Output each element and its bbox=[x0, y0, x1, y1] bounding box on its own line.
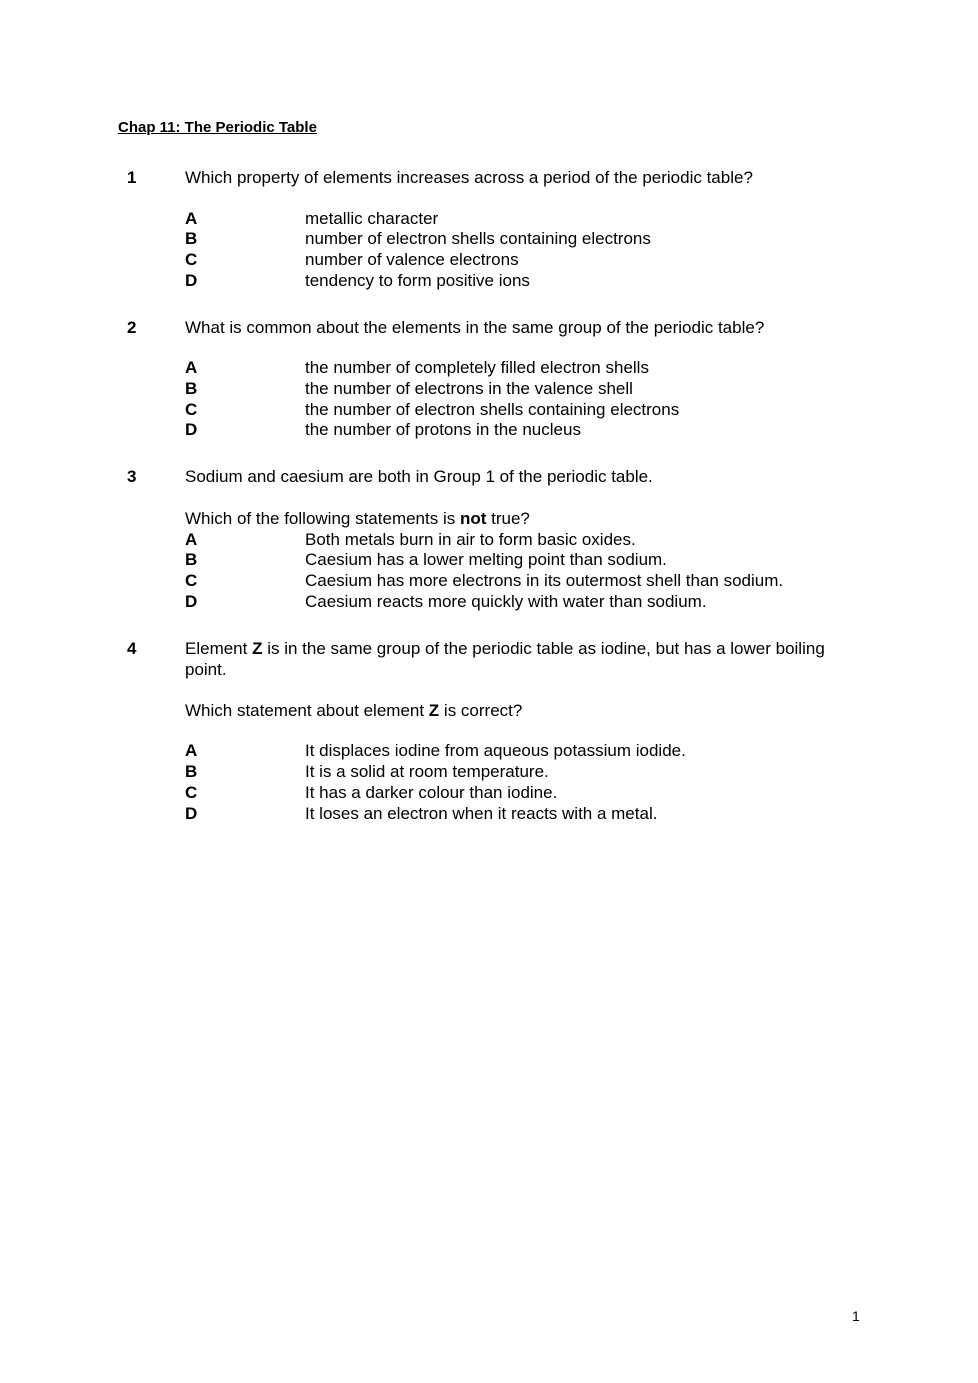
question-4-stem-start: Element bbox=[185, 639, 253, 658]
question-3-prompt-start: Which of the following statements is bbox=[185, 509, 460, 528]
question-1-option-a-text: metallic character bbox=[305, 209, 439, 228]
question-1-option-b-text: number of electron shells containing electrons bbox=[305, 229, 651, 248]
question-3-prompt-emphasis: not bbox=[459, 509, 487, 528]
question-1-option-b-letter: B bbox=[185, 229, 198, 248]
question-2-option-d-letter: D bbox=[185, 420, 198, 439]
question-4-option-b-text: It is a solid at room temperature. bbox=[305, 762, 549, 781]
question-4-option-a-text: It displaces iodine from aqueous potassium iodide. bbox=[305, 741, 686, 760]
question-4-option-a-letter: A bbox=[185, 741, 198, 760]
question-3-prompt bbox=[185, 508, 825, 529]
question-4-option-c-letter: C bbox=[185, 783, 198, 802]
question-2-option-d-text: the number of protons in the nucleus bbox=[305, 420, 581, 439]
page-title: Chap 11: The Periodic Table bbox=[118, 119, 317, 136]
question-4-prompt-end: is correct? bbox=[439, 701, 523, 720]
question-3-option-a-letter: A bbox=[185, 530, 198, 549]
question-2-option-b-text: the number of electrons in the valence shell bbox=[305, 379, 633, 398]
question-2-option-a-text: the number of completely filled electron shells bbox=[305, 358, 649, 377]
question-3-stem: Sodium and caesium are both in Group 1 of the periodic table. bbox=[185, 467, 653, 486]
question-3-prompt-end: true? bbox=[486, 509, 530, 528]
question-3-option-b-text: Caesium has a lower melting point than sodium. bbox=[305, 550, 667, 569]
question-2-option-b-letter: B bbox=[185, 379, 198, 398]
question-3-option-c-letter: C bbox=[185, 571, 198, 590]
question-4-prompt-start: Which statement about element bbox=[185, 701, 429, 720]
question-1-option-c-letter: C bbox=[185, 250, 198, 269]
question-4-number: 4 bbox=[127, 639, 137, 658]
question-4-option-d-text: It loses an electron when it reacts with a metal. bbox=[305, 804, 658, 823]
question-4-prompt bbox=[185, 700, 825, 721]
question-4-stem bbox=[185, 638, 825, 680]
question-4-prompt-emphasis: Z bbox=[428, 701, 440, 720]
question-2-option-c-letter: C bbox=[185, 400, 198, 419]
question-1-option-d-text: tendency to form positive ions bbox=[305, 271, 530, 290]
page-number: 1 bbox=[852, 1308, 860, 1324]
question-1-option-a-letter: A bbox=[185, 209, 198, 228]
question-2-option-a-letter: A bbox=[185, 358, 198, 377]
question-2-stem: What is common about the elements in the same group of the periodic table? bbox=[185, 318, 765, 337]
question-4-option-d-letter: D bbox=[185, 804, 198, 823]
question-4-option-b-letter: B bbox=[185, 762, 198, 781]
question-1-stem: Which property of elements increases across a period of the periodic table? bbox=[185, 168, 753, 187]
question-3-option-d-text: Caesium reacts more quickly with water than sodium. bbox=[305, 592, 707, 611]
question-3-option-c-text: Caesium has more electrons in its outermost shell than sodium. bbox=[305, 571, 784, 590]
question-3-option-a-text: Both metals burn in air to form basic oxides. bbox=[305, 530, 636, 549]
question-1-option-d-letter: D bbox=[185, 271, 198, 290]
question-3-option-d-letter: D bbox=[185, 592, 198, 611]
question-1-option-c-text: number of valence electrons bbox=[305, 250, 519, 269]
question-4-option-c-text: It has a darker colour than iodine. bbox=[305, 783, 558, 802]
question-4-stem-end: is in the same group of the periodic table as iodine, but has a lower boiling point. bbox=[185, 639, 825, 679]
question-4-stem-emphasis: Z bbox=[252, 639, 263, 658]
question-2-number: 2 bbox=[127, 318, 137, 337]
question-3-number: 3 bbox=[127, 467, 137, 486]
question-3-option-b-letter: B bbox=[185, 550, 198, 569]
question-1-number: 1 bbox=[127, 168, 137, 187]
question-2-option-c-text: the number of electron shells containing electrons bbox=[305, 400, 680, 419]
